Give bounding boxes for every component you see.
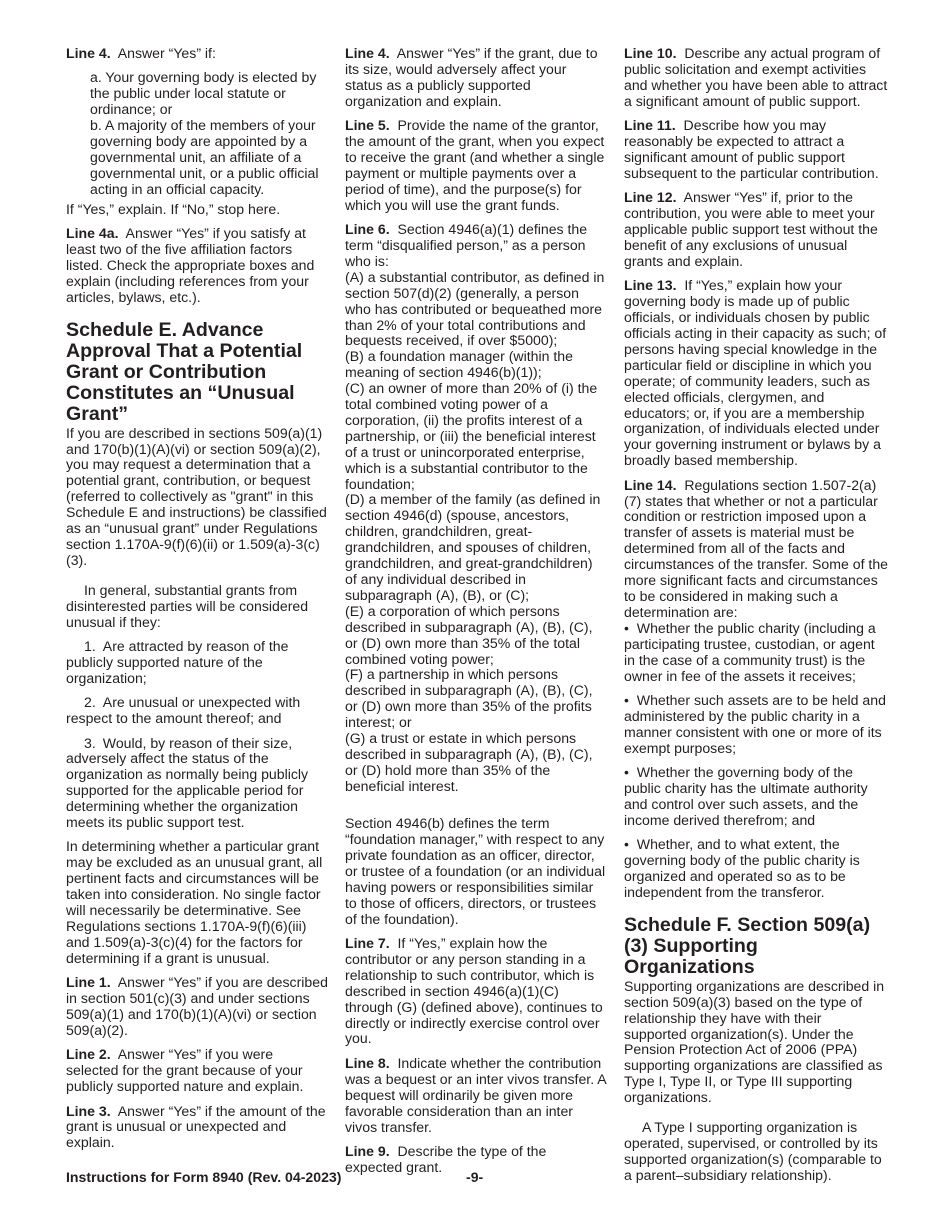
bullet-icon: • <box>624 619 629 636</box>
line-4-conditions <box>90 70 328 197</box>
bullet-icon: • <box>624 764 629 781</box>
footer-page-number: -9- <box>466 1169 484 1185</box>
list-item: • Whether, and to what extent, the governing body of the public charity is organized and operated so as to be independent from the transferor. <box>624 836 860 900</box>
line-3-instruction: Line 3. Answer “Yes” if the amount of the grant is unusual or unexpected and explain. <box>66 1102 326 1151</box>
definition-d: (D) a member of the family (as defined in section 4946(d) (spouse, ancestors, children, grandchildren, great-grandchildren, and spouses of children, grandchildren, and great-grandchildren) of any individual described in subparagraph (A), (B), or (C); <box>345 491 601 603</box>
schedule-f-heading: Schedule F. Section 509(a)(3) Supporting Organizations <box>624 913 871 978</box>
line-14-bullets <box>624 621 888 901</box>
list-item: • Whether such assets are to be held and administered by the public charity in a manner consistent with one or more of its exempt purposes; <box>624 691 886 756</box>
definition-a: (A) a substantial contributor, as defined in section 507(d)(2) (generally, a person who has contributed or bequeathed more than 2% of your total contributions and bequests received, if over $5000); <box>345 268 605 349</box>
type-1-description: A Type I supporting organization is operated, supervised, or controlled by its supported organization(s) (comparable to a parent–subsidiary relationship). <box>624 1119 882 1183</box>
unusual-item-3: 3. Would, by reason of their size, adversely affect the status of the organization as normally being publicly supported for the applicable period for determining whether the organization meets its public support test. <box>66 734 309 831</box>
line-9-instruction: Line 9. Describe the type of the expected grant. <box>345 1142 547 1175</box>
schedule-f-intro: Supporting organizations are described in section 509(a)(3) based on the type of relationship they have with their supported organization(s). Under the Pension Protection Act of 2006 (PPA) supporting organizations are classified as Type I, Type II, or Type III supporting organizations. <box>624 977 885 1106</box>
line-5-instruction: Line 5. Provide the name of the grantor, the amount of the grant, when you expect to receive the grant (and whether a single payment or multiple payments over a period of time), and the purpose(s) for which you will use the grant funds. <box>345 117 605 213</box>
line-8-instruction: Line 8. Indicate whether the contribution was a bequest or an inter vivos transfer. A bequest will ordinarily be given more favorable consideration than an inter vivos transfer. <box>345 1054 606 1135</box>
definition-b: (B) a foundation manager (within the meaning of section 4946(b)(1)); <box>345 348 573 381</box>
line-11-instruction: Line 11. Describe how you may reasonably be expected to attract a significant amount of public support subsequent to the particular contribution. <box>624 117 879 181</box>
schedule-e-general: In general, substantial grants from disinterested parties will be considered unusual if they: <box>66 581 309 630</box>
unusual-item-1: 1. Are attracted by reason of the publicly supported nature of the organization; <box>66 637 289 686</box>
line-4-if-yes: If “Yes,” explain. If “No,” stop here. <box>66 200 281 217</box>
schedule-e-intro: If you are described in sections 509(a)(1) and 170(b)(1)(A)(vi) or section 509(a)(2), you may request a determination that a potential grant, contribution, or bequest (referred to collectively as "grant" in this Schedule E and instructions) be classified as an “unusual grant” under Regulations section 1.170A-9(f)(6)(ii) or 1.509(a)-3(c)(3). <box>66 424 327 568</box>
section-4946b: Section 4946(b) defines the term “foundation manager,” with respect to any private foundation as an officer, director, or trustee of a foundation (or an individual having powers or responsibilities similar to those of officers, directors, or trustees of the foundation). <box>345 815 606 927</box>
disqualified-person-definitions <box>345 270 607 795</box>
definition-e: (E) a corporation of which persons described in subparagraph (A), (B), (C), or (D) own more than 35% of the total combined voting power; <box>345 602 593 667</box>
line-4-condition-a: a. Your governing body is elected by the public under local statute or ordinance; or <box>90 69 317 118</box>
schedule-e-heading: Schedule E. Advance Approval That a Potential Grant or Contribution Constitutes an “Unusual Grant” <box>66 318 303 425</box>
line-4-grant-instruction: Line 4. Answer “Yes” if the grant, due to its size, would adversely affect your status as a publicly supported organization and explain. <box>345 45 598 109</box>
line-12-instruction: Line 12. Answer “Yes” if, prior to the contribution, you were able to meet your applicable public support test without the benefit of any exclusions of unusual grants and explain. <box>624 189 878 269</box>
unusual-item-2: 2. Are unusual or unexpected with respect to the amount thereof; and <box>66 694 301 727</box>
line-13-instruction: Line 13. If “Yes,” explain how your governing body is made up of public officials, or individuals chosen by public officials acting in their capacity as such; of persons having special knowledge in the particular field or discipline in which you operate; of community leaders, such as elected officials, clergymen, and educators; or, if you are a membership organization, of individuals elected under your governing instrument or bylaws by a broadly based membership. <box>624 277 887 469</box>
line-4-instruction: Line 4. Answer “Yes” if: <box>66 45 216 61</box>
definition-g: (G) a trust or estate in which persons described in subparagraph (A), (B), (C), or (D) hold more than 35% of the beneficial interest. <box>345 730 593 794</box>
column-middle <box>345 46 607 1184</box>
list-item: • Whether the public charity (including a participating trustee, custodian, or agent in the case of a community trust) is the owner in fee of the assets it receives; <box>624 619 876 684</box>
schedule-e-determining: In determining whether a particular grant may be excluded as an unusual grant, all pertinent facts and circumstances will be taken into consideration. No single factor will necessarily be determinative. See Regulations sections 1.170A-9(f)(6)(iii) and 1.509(a)-3(c)(4) for the factors for determining if a grant is unusual. <box>66 838 323 966</box>
line-14-instruction: Line 14. Regulations section 1.507-2(a)(7) states that whether or not a particular condition or restriction imposed upon a transfer of assets is material must be determined from all of the facts and circumstances of the transfer. Some of the more significant facts and circumstances to be considered in making such a determination are: <box>624 476 888 620</box>
line-4-condition-b: b. A majority of the members of your governing body are appointed by a governmental unit, an affiliate of a governmental unit, or a public official acting in an official capacity. <box>90 117 319 197</box>
footer-form-title: Instructions for Form 8940 (Rev. 04-2023) <box>66 1169 342 1185</box>
bullet-icon: • <box>624 691 629 708</box>
line-4a-instruction: Line 4a. Answer “Yes” if you satisfy at least two of the five affiliation factors listed. Check the appropriate boxes and explain (including references from your articles, bylaws, etc.). <box>66 225 315 305</box>
definition-f: (F) a partnership in which persons described in subparagraph (A), (B), (C), or (D) own more than 35% of the profits interest; or <box>345 666 593 731</box>
column-right <box>624 46 888 1192</box>
line-7-instruction: Line 7. If “Yes,” explain how the contributor or any person standing in a relationship to such contributor, which is described in section 4946(a)(1)(C) through (G) (defined above), continues to directly or indirectly exercise control over you. <box>345 935 603 1047</box>
line-6-instruction: Line 6. Section 4946(a)(1) defines the term “disqualified person,” as a person who is: <box>345 221 588 269</box>
definition-c: (C) an owner of more than 20% of (i) the total combined voting power of a corporation, (ii) the profits interest of a partnership, or (iii) the beneficial interest of a trust or unincorporated enterprise, which is a substantial contributor to the foundation; <box>345 380 598 492</box>
column-left <box>66 46 328 1160</box>
line-10-instruction: Line 10. Describe any actual program of public solicitation and exempt activities and whether you have been able to attract a significant amount of public support. <box>624 45 888 109</box>
line-1-instruction: Line 1. Answer “Yes” if you are described in section 501(c)(3) and under sections 509(a)(1) and 170(b)(1)(A)(vi) or section 509(a)(2). <box>66 974 328 1038</box>
line-2-instruction: Line 2. Answer “Yes” if you were selected for the grant because of your publicly supported nature and explain. <box>66 1046 304 1095</box>
list-item: • Whether the governing body of the public charity has the ultimate authority and control over such assets, and the income derived therefrom; and <box>624 764 868 828</box>
bullet-icon: • <box>624 836 629 853</box>
